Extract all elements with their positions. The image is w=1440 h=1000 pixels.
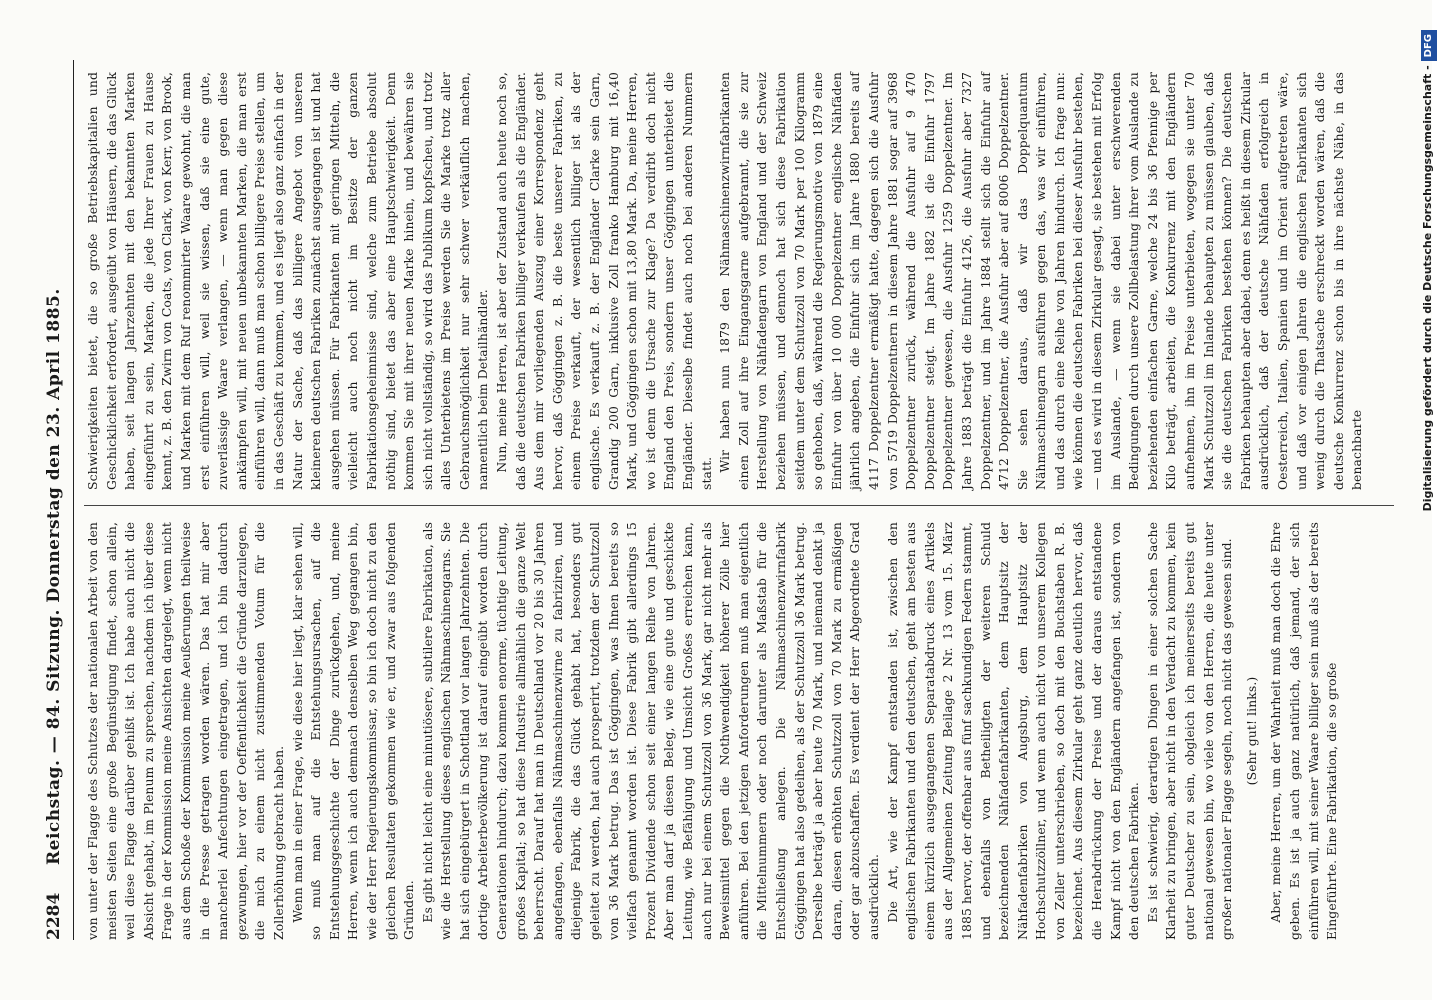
right-column [84, 72, 1367, 490]
running-head: Reichstag. — 84. Sitzung. Donnerstag den 23. April 1885. [44, 288, 64, 865]
left-column [84, 522, 1342, 940]
paragraph: Es gibt nicht leicht eine minutiösere, subtilere Fabrikation, als wie die Herstellung dieses englischen Nähmaschinengarns. Sie hat sich eingebürgert in Schottland vor langen Jahrzehnten. Die dortige Arbeiterbevölkerung ist darauf eingeübt worden durch Generationen hindurch; dazu kommen enorme, tüchtige Leitung, großes Kapital; so hat diese Industrie allmählich die ganze Welt beherrscht. Darauf hat man in Deutschland vor 20 bis 30 Jahren angefangen, ebenfalls Nähmaschinenzwirne zu fabriziren, und diejenige Fabrik, die das Glück gehabt hat, besonders gut geleitet zu werden, hat auch prosperirt, trotzdem der Schutzzoll von 36 Mark betrug. Das ist Göggingen, was Ihnen bereits so vielfach genannt worden ist. Diese Fabrik gibt allerdings 15 Prozent Dividende schon seit einer langen Reihe von Jahren. Aber man darf ja diesen Beleg, wie eine gute und geschickte Leitung, wie Befähigung und Umsicht Großes erreichen kann, auch nur bei einem Schutzzoll von 36 Mark, gar nicht mehr als Beweismittel gegen die Nothwendigkeit höherer Zölle hier anführen. Bei den jetzigen Anforderungen muß man eigentlich die Mittelnummern oder noch darunter als Maßstab für die Entschließung anlegen. Die Nähmaschinenzwirnfabrik Göggingen hat also gedeihen, als der Schutzzoll 36 Mark betrug. Derselbe beträgt ja aber heute 70 Mark, und niemand denkt ja daran, diesen erhöhten Schutzzoll von 70 Mark zu ermäßigen oder gar abzuschaffen. Es verdient der Herr Abgeordnete Grad ausdrücklich. [419, 522, 881, 940]
page-number: 2284 [44, 892, 64, 940]
paragraph: Die Art, wie der Kampf entstanden ist, zwischen den englischen Fabrikanten und den deutschen, geht am besten aus einem kürzlich ausgegangenen Separatabdruck eines Artikels aus der Allgemeinen Zeitung Beilage 2 Nr. 13 vom 15. März 1885 hervor, der offenbar aus fünf sachkundigen Federn stammt, und ebenfalls von Betheiligten der weiteren Schuld bezeichnenden Nähfadenfabrikanten, dem Hauptsitz der Nähfadenfabriken von Augsburg, dem Hauptsitz der Hochschutzzöllner, und wenn auch nicht von unserem Kollegen von Zeller unterschrieben, so doch mit den Buchstaben R. B. bezeichnet. Aus diesem Zirkular geht ganz deutlich hervor, daß die Herabdrückung der Preise und der daraus entstandene Kampf nicht von den Engländern angefangen ist, sondern von den deutschen Fabriken. [884, 522, 1142, 940]
header-rule [73, 60, 74, 940]
page-header [40, 60, 74, 940]
credit-text-wrapper [1416, 30, 1440, 970]
paragraph: Wir haben nun 1879 den Nähmaschinenzwirnfabrikanten einen Zoll auf ihre Eingangsgarne aufgebrannt, die sie zur Herstellung von Nähfadengarn von England und der Schweiz beziehen müssen, und dennoch hat sich diese Fabrikation seitdem unter dem Schutzzoll von 70 Mark per 100 Kilogramm so gehoben, daß, während die Regierungsmotive von 1879 eine Einfuhr von über 10 000 Doppelzentner englische Nähfäden jährlich angeben, die Einfuhr sich im Jahre 1880 bereits auf 4117 Doppelzentner ermäßigt hatte, dagegen sich die Ausfuhr von 5719 Doppelzentnern in diesem Jahre 1881 sogar auf 3968 Doppelzentner zurück, während die Ausfuhr auf 9 470 Doppelzentner steigt. Im Jahre 1882 ist die Einfuhr 1797 Doppelzentner gewesen, die Ausfuhr 1259 Doppelzentner. Im Jahre 1883 beträgt die Einfuhr 4126, die Ausfuhr aber 7327 Doppelzentner, und im Jahre 1884 stellt sich die Einfuhr auf 4712 Doppelzentner, die Ausfuhr aber auf 8006 Doppelzentner. Sie sehen daraus, daß wir das Doppelquantum Nähmaschinengarn ausführen gegen das, was wir einführen, und das durch eine Reihe von Jahren hindurch. Ich frage nun: wie können die deutschen Fabriken bei dieser Ausfuhr bestehen, — und es wird in diesem Zirkular gesagt, sie bestehen mit Erfolg im Auslande, — wenn sie dabei unter erschwerenden Bedingungen durch unsere Zollbelastung ihrer vom Auslande zu beziehenden einfachen Garne, welche 24 bis 36 Pfennige per Kilo beträgt, arbeiten, die Konkurrenz mit den Engländern aufnehmen, ihn im Preise unterbieten, wogegen sie unter 70 Mark Schutzzoll im Inlande behaupten zu müssen glauben, daß sie die deutschen Fabriken bestehen können? Die deutschen Fabriken behaupten aber dabei, denn es heißt in diesem Zirkular ausdrücklich, daß der deutsche Nähfaden erfolgreich in Oesterreich, Italien, Spanien und im Orient aufgetreten wäre, und daß vor einigen Jahren die englischen Fabrikanten sich wenig durch die Thatsache erschreckt worden wären, daß die deutsche Konkurrenz schon bis in ihre nächste Nähe, in das benachbarte [717, 72, 1365, 490]
paragraph: von unter der Flagge des Schutzes der nationalen Arbeit von den meisten Seiten eine große Begünstigung findet, schon allein, weil diese Flagge darüber gehißt ist. Ich habe auch nicht die Absicht gehabt, im Plenum zu sprechen, nachdem ich über diese Frage in der Kommission meine Ansichten dargelegt, wenn nicht aus dem Schoße der Kommission meine Aeußerungen theilweise in die Presse getragen worden wären. Das hat mir aber mancherlei Anfechtungen eingetragen, und ich bin dadurch gezwungen, hier vor der Oeffentlichkeit die Gründe darzulegen, die mich zu einem nicht zustimmenden Votum für die Zollerhöhung gebracht haben. [85, 522, 286, 940]
paragraph: Schwierigkeiten bietet, die so große Betriebskapitalien und Geschicklichkeit erfordert, ausgeübt von Häusern, die das Glück haben, seit langen Jahrzehnten mit den bekannten Marken eingeführt zu sein, Marken, die jede Ihrer Frauen zu Hause kennt, z. B. den Zwirn von Coats, von Clark, von Kerr, von Brook, und Marken mit dem Ruf renommirter Waare gewohnt, die man erst einführen will, weil sie wissen, daß sie eine gute, zuverlässige Waare verlangen, — wenn man gegen diese ankämpfen will, mit neuen unbekannten Marken, die man erst einführen will, dann muß man schon billigere Preise stellen, um in das Geschäft zu kommen, und es liegt also ganz einfach in der Natur der Sache, daß das billigere Angebot von unseren kleineren deutschen Fabriken zunächst ausgegangen ist und hat ausgehen müssen. Für Fabrikanten mit geringen Mitteln, die vielleicht auch noch nicht im Besitze der ganzen Fabrikationsgeheimnisse sind, welche zum Betriebe absolut nöthig sind, bietet das aber eine Hauptschwierigkeit. Denn kommen Sie mit ihrer neuen Marke hinein, und bewähren sie sich nicht vollständig, so wird das Publikum kopfscheu, und trotz alles Unterbietens im Preise werden Sie die Marke trotz aller Gebrauchsmöglichkeit nur sehr schwer verkäuflich machen, namentlich beim Detailhändler. [85, 72, 491, 490]
side-credit [1396, 30, 1434, 970]
dfg-logo: DFG [1421, 30, 1437, 61]
paragraph: Es ist schwierig, derartigen Dingen in einer solchen Sache Klarheit zu bringen, aber nicht in den Verdacht zu kommen, kein guter Deutscher zu sein, obgleich ich meinerseits bereits gut national gewesen bin, wo viele von den Herren, die heute unter großer nationaler Flagge segeln, noch nicht das gewesen sind. [1144, 522, 1235, 940]
paragraph: Wenn man in einer Frage, wie diese hier liegt, klar sehen will, so muß man auf die Entstehungsursachen, auf die Entstehungsgeschichte der Dinge zurückgehen, und, meine Herren, wenn ich auch demnach denselben Weg gegangen bin, wie der Herr Regierungskommissar, so bin ich doch nicht zu den gleichen Resultaten gekommen wie er, und zwar aus folgenden Gründen. [289, 522, 417, 940]
column-divider [84, 505, 1394, 506]
interjection: (Sehr gut! links.) [1243, 676, 1259, 786]
paragraph: Aber, meine Herren, um der Wahrheit muß man doch die Ehre geben. Es ist ja auch ganz natürlich, daß jemand, der sich einführen will, mit seiner Waare billiger sein muß als der bereits Eingeführte. Eine Fabrikation, die so große [1268, 522, 1340, 940]
credit-text: Digitalisierung gefördert durch die Deutsche Forschungsgemeinschaft - [1421, 65, 1434, 512]
paragraph: Nun, meine Herren, ist aber der Zustand auch heute noch so, daß die deutschen Fabriken billiger verkaufen als die Engländer. Aus dem mir vorliegenden Auszug einer Korrespondenz geht hervor, daß Göggingen z. B. die beste unserer Fabriken, zu einem Preise verkauft, der wesentlich billiger ist als der englische. Es verkauft z. B. der Engländer Clarke sein Garn, Grandig 200 Garn, inklusive Zoll franko Hamburg mit 16,40 Mark, und Göggingen schon mit 13,80 Mark. Da, meine Herren, wo ist denn die Ursache zur Klage? Da verdirbt doch nicht England den Preis, sondern unser Göggingen unterbietet die Engländer. Dieselbe findet auch noch bei anderen Nummern statt. [494, 72, 714, 490]
rotated-page-content [40, 60, 1410, 940]
